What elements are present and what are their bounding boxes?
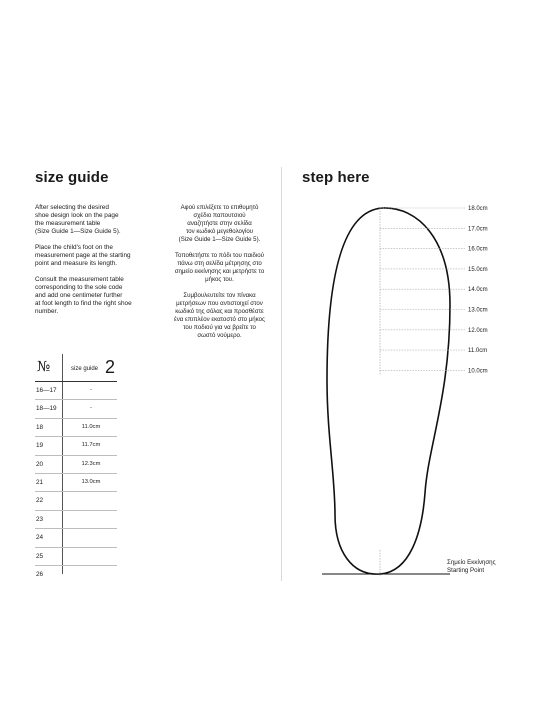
english-line: Consult the measurement table	[35, 275, 124, 283]
column-divider	[281, 167, 282, 581]
ruler-label: 14.0cm	[468, 287, 488, 294]
table-row	[35, 474, 117, 492]
shoe-size-cell: 24	[36, 534, 44, 542]
table-row	[35, 437, 117, 455]
greek-line: (Size Guide 1—Size Guide 5).	[178, 236, 261, 244]
table-row	[35, 566, 117, 583]
foot-length-cell: 11.0cm	[81, 423, 101, 430]
table-row	[35, 511, 117, 529]
english-line: corresponding to the sole code	[35, 283, 123, 291]
shoe-size-cell: 26	[36, 570, 44, 578]
shoe-size-cell: 19	[36, 442, 44, 450]
greek-line: σχέδιο παπουτσιού	[193, 212, 246, 220]
greek-line: μετρήσεων που αντιστοιχεί στον	[176, 299, 263, 307]
english-line: Place the child's foot on the	[35, 243, 113, 251]
footprint-diagram	[300, 195, 500, 580]
greek-line: κωδικό της σόλας και προσθέστε	[175, 308, 264, 316]
english-paragraph	[35, 244, 160, 268]
english-line: at foot length to find the right shoe	[35, 299, 132, 307]
table-row	[35, 382, 117, 400]
greek-line: τον κωδικό μεγεθολογίου	[185, 228, 254, 236]
shoe-size-cell: 22	[36, 497, 44, 505]
foot-length-cell: 12.3cm	[81, 460, 101, 467]
greek-line: του ποδιού για να βρείτε το	[183, 324, 256, 332]
starting-point-greek: Σημείο Εκκίνησης	[447, 559, 496, 566]
greek-line: σημείο εκκίνησης και μετρήστε το	[174, 268, 265, 276]
shoe-size-cell: 16—17	[36, 387, 57, 394]
greek-line: ένα επιπλέον εκατοστό στο μήκος	[174, 316, 265, 324]
greek-paragraph	[157, 204, 282, 244]
ruler-label: 10.0cm	[468, 368, 488, 375]
starting-point-label	[447, 559, 496, 576]
foot-length-cell: 11.7cm	[81, 442, 101, 449]
table-row	[35, 456, 117, 474]
ruler-label: 15.0cm	[468, 266, 488, 273]
ruler-label: 13.0cm	[468, 307, 488, 314]
english-paragraph	[35, 204, 160, 236]
table-row	[35, 419, 117, 437]
starting-point-english: Starting Point	[447, 567, 485, 575]
english-line: shoe design look on the page	[35, 212, 119, 220]
english-line: measurement page at the starting	[35, 251, 131, 259]
english-line: (Size Guide 1—Size Guide 5).	[35, 228, 121, 236]
english-instructions	[35, 204, 160, 324]
table-row	[35, 492, 117, 510]
english-line: and add one centimeter further	[35, 291, 123, 299]
shoe-size-cell: 21	[36, 478, 44, 486]
table-header	[35, 354, 117, 382]
greek-paragraph	[157, 252, 282, 284]
foot-outline	[327, 208, 450, 574]
greek-line: Αφού επιλέξετε το επιθυμητό	[180, 204, 259, 211]
greek-line: πάνω στη σελίδα μέτρησης στο	[177, 260, 262, 268]
table-row	[35, 400, 117, 418]
shoe-size-cell: 20	[36, 460, 44, 468]
table-row	[35, 529, 117, 547]
shoe-size-cell: 18—19	[36, 405, 57, 413]
english-line: number.	[35, 308, 59, 316]
foot-length-cell: -	[90, 387, 92, 393]
ruler-label: 17.0cm	[468, 226, 488, 233]
greek-instructions	[157, 204, 282, 348]
step-here-title: step here	[302, 169, 370, 186]
english-paragraph	[35, 276, 160, 316]
shoe-size-cell: 18	[36, 423, 44, 431]
ruler-label: 16.0cm	[468, 246, 488, 253]
size-table	[35, 354, 117, 583]
english-line: the measurement table	[35, 220, 101, 228]
english-line: point and measure its length.	[35, 260, 118, 268]
foot-length-cell: 13.0cm	[81, 478, 101, 485]
size-guide-number: 2	[105, 357, 116, 377]
greek-line: σωστό νούμερο.	[197, 332, 242, 340]
ruler-label: 12.0cm	[468, 327, 488, 334]
greek-line: αναζητήστε στην σελίδα	[187, 220, 252, 228]
ruler-label: 18.0cm	[468, 206, 488, 212]
foot-length-cell: -	[90, 405, 92, 412]
greek-line: Τοποθετήστε το πόδι του παιδιού	[175, 251, 264, 259]
shoe-size-cell: 25	[36, 552, 44, 560]
ruler-lines	[380, 206, 488, 374]
greek-paragraph	[157, 292, 282, 341]
ruler-label: 11.0cm	[468, 348, 488, 355]
size-guide-label: size guide	[71, 366, 99, 372]
greek-line: Συμβουλευτείτε τον πίνακα	[183, 291, 256, 299]
size-guide-title: size guide	[35, 169, 109, 186]
greek-line: μήκος του.	[205, 276, 234, 284]
table-row	[35, 548, 117, 566]
shoe-size-cell: 23	[36, 515, 44, 523]
table-body	[35, 382, 117, 583]
number-symbol: №	[37, 359, 51, 375]
english-line: After selecting the desired	[35, 204, 109, 211]
